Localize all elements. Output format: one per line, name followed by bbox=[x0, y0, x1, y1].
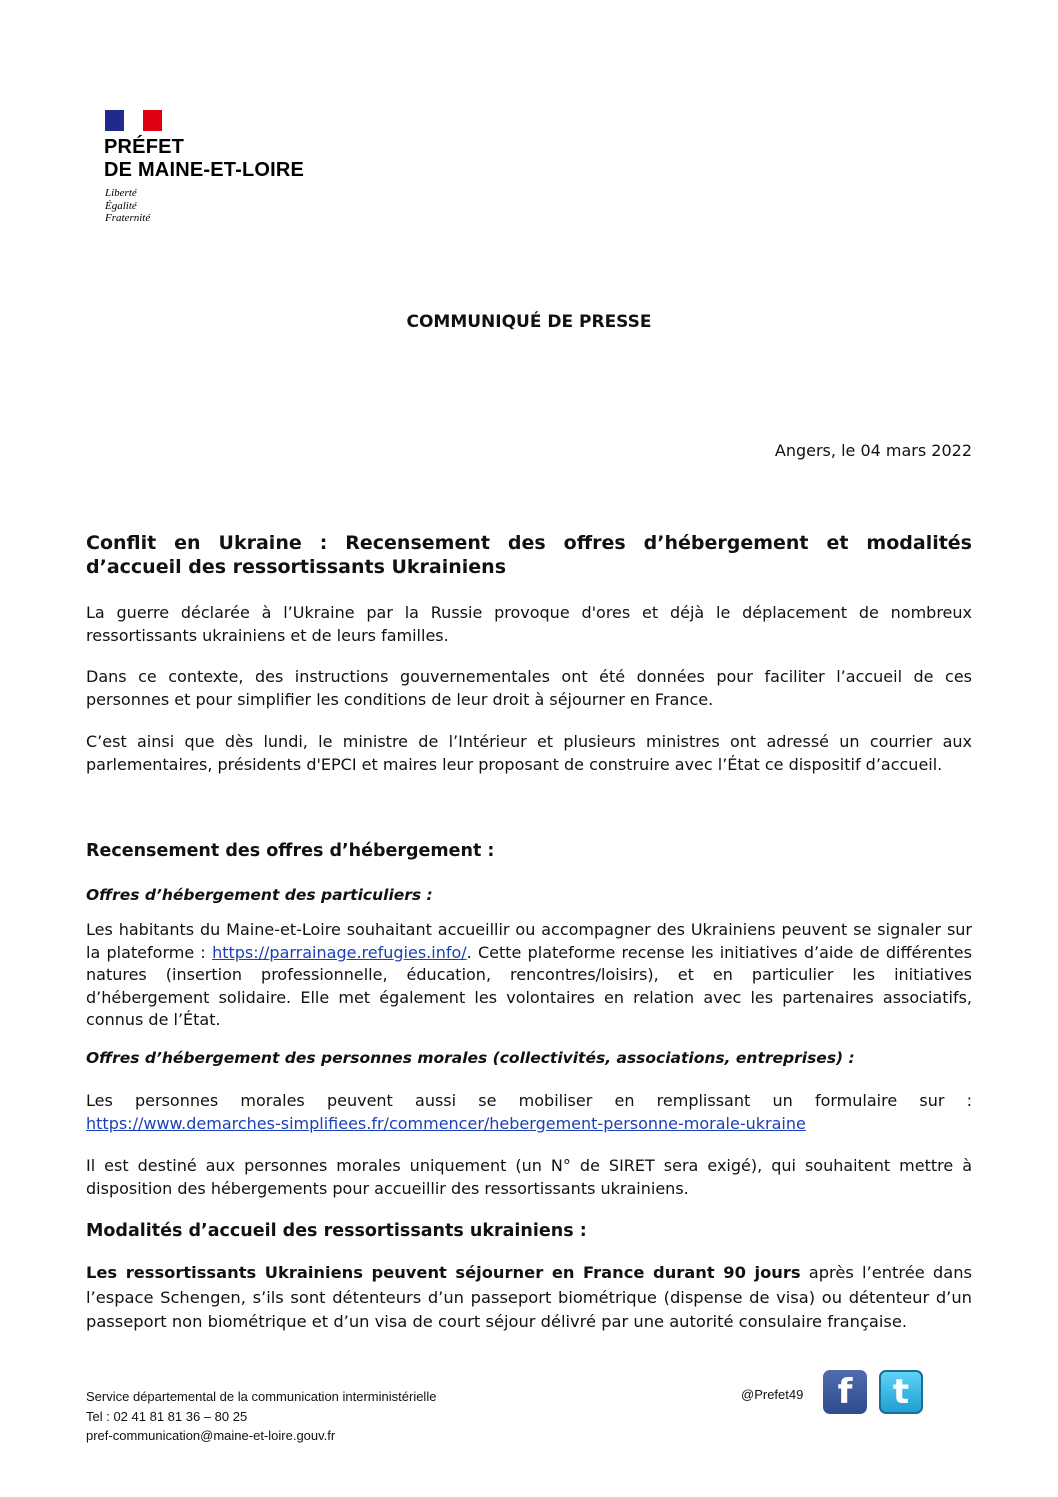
footer-email[interactable]: pref-communication@maine-et-loire.gouv.fr bbox=[86, 1428, 336, 1443]
prefecture-line-1: PRÉFET bbox=[104, 136, 185, 158]
motto-fraternite: Fraternité bbox=[105, 212, 151, 224]
personnes-morales-text: Les personnes morales peuvent aussi se mobiliser en remplissant un formulaire sur : bbox=[86, 1091, 972, 1110]
prefecture-line-2: DE MAINE-ET-LOIRE bbox=[104, 159, 305, 181]
document-heading: COMMUNIQUÉ DE PRESSE bbox=[406, 312, 652, 332]
facebook-icon[interactable]: f bbox=[823, 1370, 867, 1414]
flag-white-band bbox=[124, 110, 143, 131]
footer-phone: Tel : 02 41 81 81 36 – 80 25 bbox=[86, 1408, 248, 1424]
siret-paragraph bbox=[86, 1155, 972, 1200]
modalites-bold-text: Les ressortissants Ukrainiens peuvent séjourner en France durant 90 jours bbox=[86, 1263, 801, 1282]
motto-liberte: Liberté bbox=[105, 187, 137, 199]
subheading-particuliers: Offres d’hébergement des particuliers : bbox=[86, 886, 433, 904]
modalites-text: après l’entrée dans l’espace Schengen, s’ils sont détenteurs d’un passeport biométrique (dispense de visa) ou détenteur d’un passeport non biométrique et d’un visa de court séjour délivré par une autorité consulaire française. bbox=[86, 1263, 972, 1331]
flag-red-band bbox=[143, 110, 162, 131]
press-release-title: Conflit en Ukraine : Recensement des offres d’hébergement et modalités d’accueil des ressortissants Ukrainiens bbox=[86, 532, 972, 578]
modalites-paragraph bbox=[86, 1261, 972, 1335]
intro-paragraph-1 bbox=[86, 602, 972, 647]
section-heading-modalites: Modalités d’accueil des ressortissants ukrainiens : bbox=[86, 1221, 587, 1241]
intro-paragraph-3 bbox=[86, 731, 972, 776]
particuliers-text-after: . Cette plateforme recense les initiatives d’aide de différentes natures (insertion professionnelle, éducation, rencontres/loisirs), et en particulier les initiatives d’hébergement solidaire. Elle met également les volontaires en relation avec les partenaires associatifs, connus de l’État. bbox=[86, 942, 972, 1029]
particuliers-paragraph bbox=[86, 919, 972, 1032]
republic-motto bbox=[105, 187, 150, 225]
personnes-morales-paragraph bbox=[86, 1090, 972, 1135]
particuliers-text-before: Les habitants du Maine-et-Loire souhaitant accueillir ou accompagner des Ukrainiens peuvent se signaler sur la plateforme : bbox=[86, 920, 972, 962]
subheading-personnes-morales: Offres d’hébergement des personnes morales (collectivités, associations, entreprises) : bbox=[86, 1049, 855, 1067]
siret-text: Il est destiné aux personnes morales uniquement (un N° de SIRET sera exigé), qui souhaitent mettre à disposition des hébergements pour accueillir des ressortissants ukrainiens. bbox=[86, 1156, 972, 1198]
intro-text-1: La guerre déclarée à l’Ukraine par la Russie provoque d'ores et déjà le déplacement de nombreux ressortissants ukrainiens et de leurs familles. bbox=[86, 603, 972, 645]
intro-text-2: Dans ce contexte, des instructions gouvernementales ont été données pour faciliter l’accueil de ces personnes et pour simplifier les conditions de leur droit à séjourner en France. bbox=[86, 667, 972, 709]
twitter-icon[interactable]: t bbox=[879, 1370, 923, 1414]
prefecture-name bbox=[104, 136, 304, 182]
social-handle: @Prefet49 bbox=[741, 1387, 804, 1402]
motto-egalite: Égalité bbox=[105, 199, 137, 212]
french-flag-logo bbox=[105, 110, 162, 131]
demarches-simplifiees-link[interactable]: https://www.demarches-simplifiees.fr/commencer/hebergement-personne-morale-ukraine bbox=[86, 1113, 806, 1133]
footer-contact bbox=[86, 1387, 436, 1446]
intro-text-3: C’est ainsi que dès lundi, le ministre de l’Intérieur et plusieurs ministres ont adressé un courrier aux parlementaires, présidents d'EPCI et maires leur proposant de construire avec l’État ce dispositif d’accueil. bbox=[86, 732, 972, 774]
parrainage-link[interactable]: https://parrainage.refugies.info/ bbox=[212, 942, 467, 962]
intro-paragraph-2 bbox=[86, 666, 972, 711]
dateline: Angers, le 04 mars 2022 bbox=[774, 441, 972, 460]
section-heading-hebergement: Recensement des offres d’hébergement : bbox=[86, 841, 495, 861]
footer-service: Service départemental de la communication interministérielle bbox=[86, 1389, 437, 1404]
flag-blue-band bbox=[105, 110, 124, 131]
